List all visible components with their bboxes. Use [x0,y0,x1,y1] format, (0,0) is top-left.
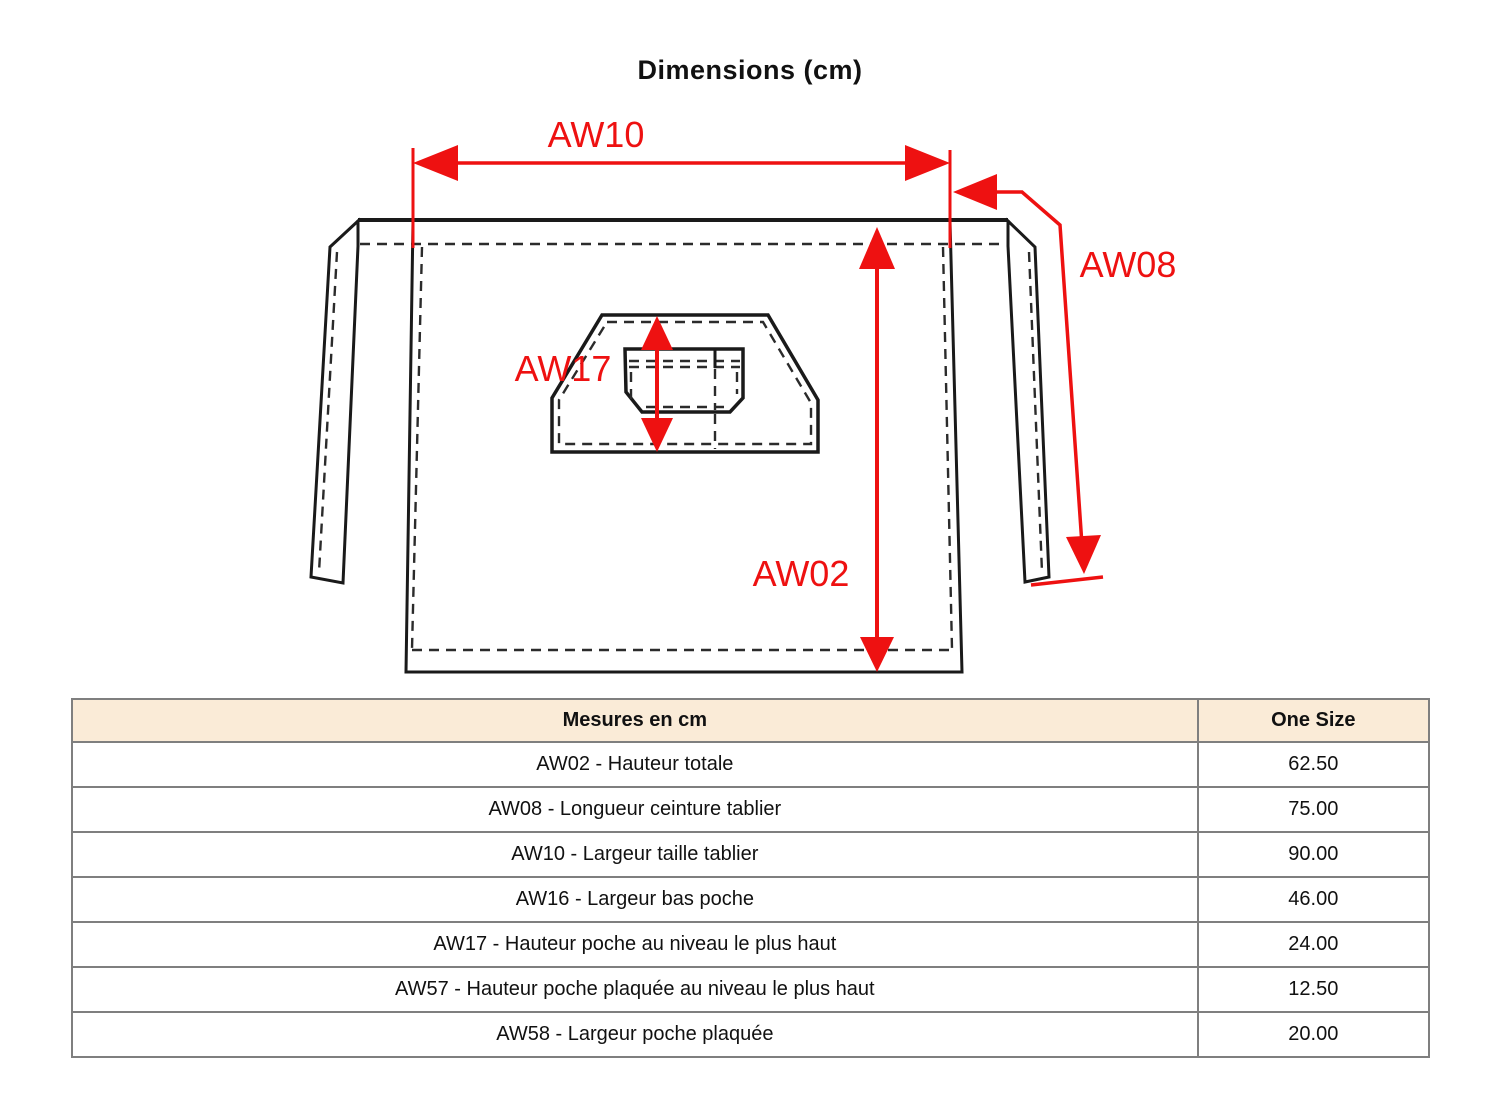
table-row [72,742,1429,787]
measure-value-cell: 90.00 [1198,832,1429,877]
aw02-arrowhead-down [860,637,894,672]
measure-label-cell: AW58 - Largeur poche plaquée [72,1012,1198,1057]
measure-label-cell: AW16 - Largeur bas poche [72,877,1198,922]
measure-label-cell: AW10 - Largeur taille tablier [72,832,1198,877]
table-row [72,787,1429,832]
measure-label-cell: AW02 - Hauteur totale [72,742,1198,787]
dimension-aw08 [953,174,1176,585]
dimension-label-aw10: AW10 [547,114,645,155]
measure-value-cell: 46.00 [1198,877,1429,922]
aw08-arrowhead-left [953,174,997,210]
dimension-label-aw02: AW02 [752,553,850,594]
table-row [72,922,1429,967]
dimension-label-aw08: AW08 [1079,244,1177,285]
measure-value-cell: 62.50 [1198,742,1429,787]
left-seam-stitch [412,247,422,649]
right-seam-stitch [943,247,952,649]
measurements-table [71,698,1430,1058]
measure-label-cell: AW17 - Hauteur poche au niveau le plus haut [72,922,1198,967]
header-cell-one-size: One Size [1198,699,1429,742]
measure-label-cell: AW08 - Longueur ceinture tablier [72,787,1198,832]
table-row [72,967,1429,1012]
table-row [72,1012,1429,1057]
right-tie-outline [1008,221,1049,582]
measure-value-cell: 75.00 [1198,787,1429,832]
measure-value-cell: 24.00 [1198,922,1429,967]
patch-pocket-outline [625,349,743,412]
right-tie [1008,221,1049,582]
measure-value-cell: 20.00 [1198,1012,1429,1057]
table-header-row [72,699,1429,742]
dimension-label-aw17: AW17 [514,348,612,389]
measure-value-cell: 12.50 [1198,967,1429,1012]
left-tie [311,221,358,583]
aw10-arrowhead-right [905,145,950,181]
aw10-arrowhead-left [413,145,458,181]
table-row [72,832,1429,877]
patch-pocket [625,349,743,412]
table-row [72,877,1429,922]
waistband-seams [358,220,1008,246]
dimension-aw10 [413,114,950,248]
aw08-arrowhead-down [1066,535,1101,574]
page-title: Dimensions (cm) [637,55,863,85]
header-cell-measures: Mesures en cm [72,699,1198,742]
measure-label-cell: AW57 - Hauteur poche plaquée au niveau le plus haut [72,967,1198,1012]
aw02-arrowhead-up [859,227,895,269]
